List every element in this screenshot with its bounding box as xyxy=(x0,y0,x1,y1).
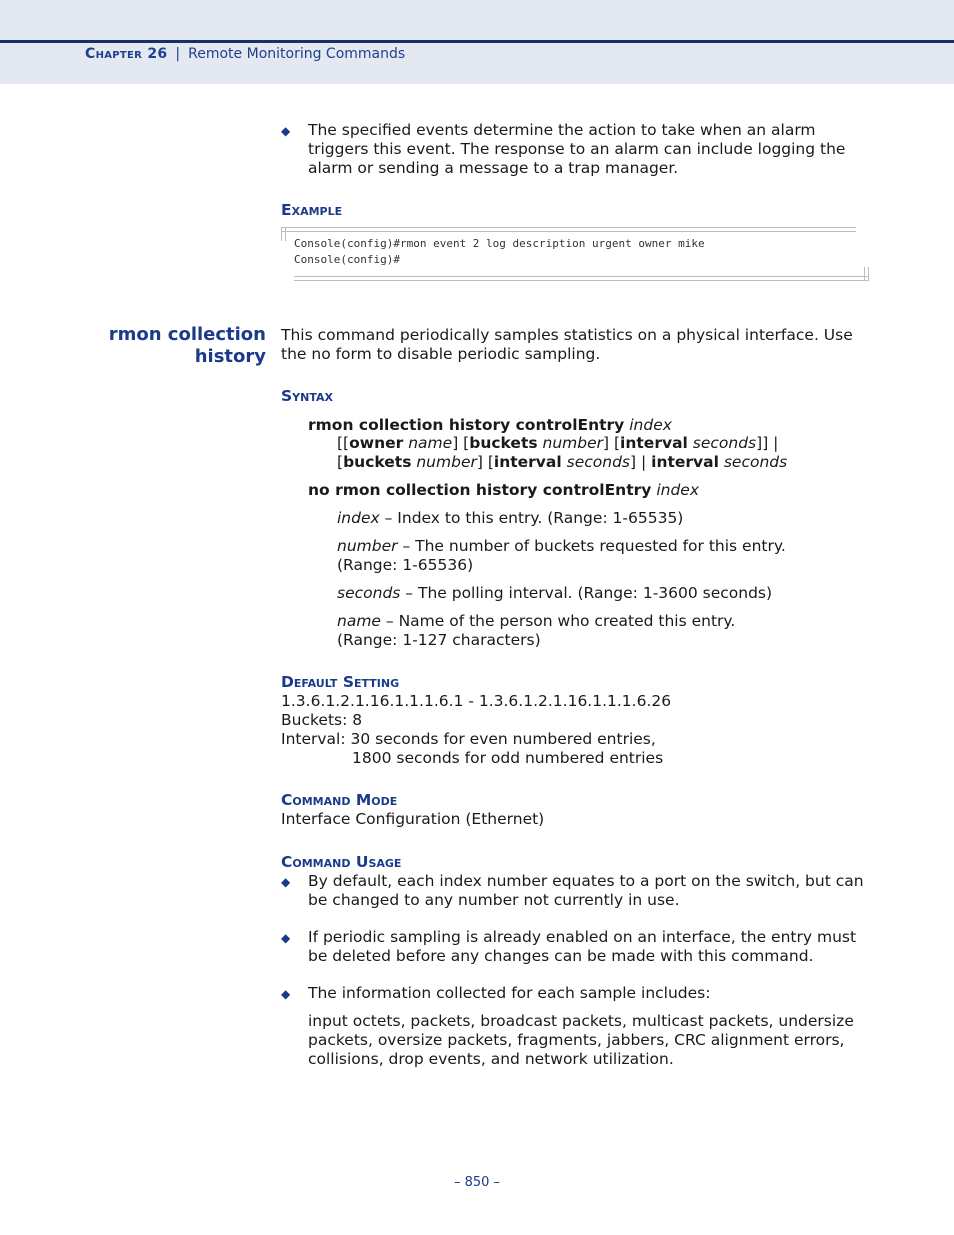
syntax-command xyxy=(308,416,672,435)
param-name: number xyxy=(337,537,398,555)
code-box-border-left xyxy=(281,227,286,241)
syntax-keyword: interval xyxy=(620,434,688,452)
syntax-param: name xyxy=(408,434,453,452)
text-line: be deleted before any changes can be made with this command. xyxy=(308,947,814,965)
param-desc: – Index to this entry. (Range: 1-65535) xyxy=(384,509,684,527)
syntax-param: seconds xyxy=(692,434,757,452)
text-line: Interval: 30 seconds for even numbered entries, xyxy=(281,730,656,748)
text-line: 1.3.6.1.2.1.16.1.1.1.6.1 - 1.3.6.1.2.1.16.1.1.1.6.26 xyxy=(281,692,672,710)
chapter-label: Chapter 26 xyxy=(85,46,168,62)
code-box-border-bottom xyxy=(294,276,869,281)
bullet-icon: ◆ xyxy=(281,124,291,138)
header-rule xyxy=(0,40,954,43)
param-desc: – The polling interval. (Range: 1-3600 seconds) xyxy=(405,584,773,602)
syntax-keyword: buckets xyxy=(469,434,538,452)
syntax-text: ] [ xyxy=(476,453,494,471)
syntax-param: number xyxy=(416,453,477,471)
text-line: packets, oversize packets, fragments, jabbers, CRC alignment errors, xyxy=(308,1031,845,1049)
param-range: (Range: 1-65536) xyxy=(337,556,474,574)
command-mode-heading: Command Mode xyxy=(281,791,398,809)
param-desc: – The number of buckets requested for this entry. xyxy=(402,537,786,555)
running-header xyxy=(85,45,405,64)
bullet-icon: ◆ xyxy=(281,875,291,889)
syntax-heading: Syntax xyxy=(281,387,333,405)
text-line: alarm or sending a message to a trap manager. xyxy=(308,159,679,177)
param-number xyxy=(337,537,786,575)
syntax-text: ]] | xyxy=(756,434,779,452)
text-line: input octets, packets, broadcast packets, multicast packets, undersize xyxy=(308,1012,854,1030)
param-index xyxy=(337,509,683,528)
param-name: seconds xyxy=(337,584,401,602)
syntax-command-name: no rmon collection history controlEntry xyxy=(308,481,652,499)
syntax-param: seconds xyxy=(723,453,788,471)
text-line: triggers this event. The response to an alarm can include logging the xyxy=(308,140,846,158)
text-line: 1800 seconds for odd numbered entries xyxy=(352,749,664,767)
syntax-text: [[ xyxy=(337,434,350,452)
code-line: Console(config)# xyxy=(294,253,400,266)
header-separator: | xyxy=(175,46,181,62)
code-box-border-right xyxy=(864,267,869,281)
bullet-icon: ◆ xyxy=(281,987,291,1001)
code-listing xyxy=(294,236,705,268)
bullet-icon: ◆ xyxy=(281,931,291,945)
usage-bullet xyxy=(308,872,864,910)
intro-bullet-text xyxy=(308,121,845,178)
text-line: Buckets: 8 xyxy=(281,711,363,729)
syntax-param: seconds xyxy=(566,453,630,471)
syntax-options-line-2 xyxy=(337,453,787,472)
syntax-keyword: owner xyxy=(349,434,404,452)
command-title-line: history xyxy=(194,346,266,367)
text-line: be changed to any number not currently in use. xyxy=(308,891,680,909)
code-box-border-top xyxy=(281,227,856,232)
text-line: The specified events determine the action to take when an alarm xyxy=(308,121,816,139)
command-title xyxy=(109,324,266,368)
syntax-text: ] [ xyxy=(603,434,621,452)
param-name: index xyxy=(337,509,380,527)
syntax-param: index xyxy=(629,416,672,434)
command-description xyxy=(281,326,853,364)
text-line: The information collected for each sample includes: xyxy=(308,984,711,1002)
command-usage-heading: Command Usage xyxy=(281,853,402,871)
syntax-keyword: interval xyxy=(493,453,562,471)
default-setting-body xyxy=(281,692,671,768)
syntax-command-name: rmon collection history controlEntry xyxy=(308,416,625,434)
param-range: (Range: 1-127 characters) xyxy=(337,631,541,649)
param-desc: – Name of the person who created this entry. xyxy=(385,612,736,630)
page-header xyxy=(0,0,954,84)
default-setting-heading: Default Setting xyxy=(281,673,400,691)
code-line: Console(config)#rmon event 2 log description urgent owner mike xyxy=(294,237,705,250)
sample-contents xyxy=(308,1012,854,1069)
syntax-no-form xyxy=(308,481,699,500)
text-line: If periodic sampling is already enabled on an interface, the entry must xyxy=(308,928,857,946)
syntax-param: number xyxy=(542,434,604,452)
chapter-title: Remote Monitoring Commands xyxy=(188,46,406,62)
command-title-line: rmon collection xyxy=(108,324,266,345)
code-example-box xyxy=(281,227,869,281)
text-line: the no form to disable periodic sampling. xyxy=(281,345,601,363)
syntax-keyword: interval xyxy=(651,453,719,471)
text-line: This command periodically samples statistics on a physical interface. Use xyxy=(281,326,853,344)
param-name: name xyxy=(337,612,381,630)
example-heading: Example xyxy=(281,201,343,219)
text-line: collisions, drop events, and network utilization. xyxy=(308,1050,674,1068)
syntax-text: ] | xyxy=(629,453,647,471)
command-mode-text: Interface Configuration (Ethernet) xyxy=(281,810,545,828)
usage-bullet xyxy=(308,984,710,1003)
syntax-param: index xyxy=(656,481,699,499)
param-seconds xyxy=(337,584,772,603)
page-number: – 850 – xyxy=(453,1175,501,1190)
syntax-text: ] [ xyxy=(452,434,470,452)
syntax-text: [ xyxy=(337,453,344,471)
syntax-keyword: buckets xyxy=(343,453,412,471)
text-line: By default, each index number equates to a port on the switch, but can xyxy=(308,872,864,890)
syntax-options-line-1 xyxy=(337,434,778,453)
usage-bullet xyxy=(308,928,856,966)
param-name-entry xyxy=(337,612,735,650)
